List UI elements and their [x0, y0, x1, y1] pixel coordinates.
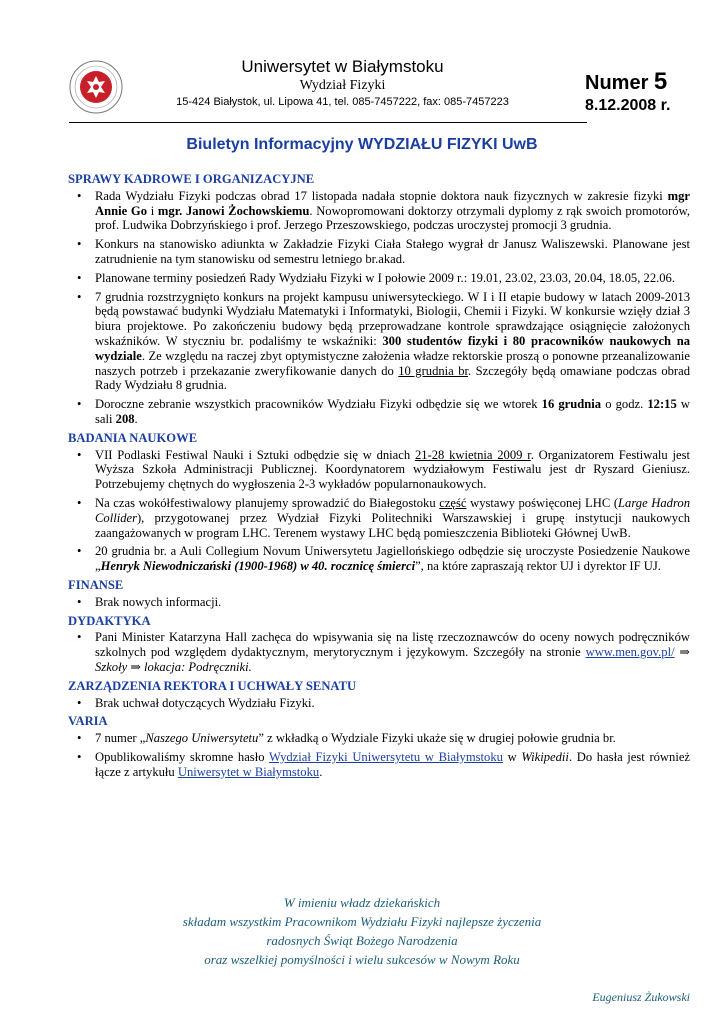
issue-number-value: 5 — [653, 68, 668, 95]
closing-line: W imieniu władz dziekańskich — [283, 895, 441, 910]
issue-number-label: Numer — [585, 72, 649, 94]
closing-greeting — [0, 893, 724, 969]
section-heading-finanse: FINANSE — [68, 577, 124, 592]
section-heading-dydaktyka: DYDAKTYKA — [68, 613, 151, 628]
list-item: • 20 grudnia br. a Auli Collegium Novum Uniwersytetu Jagiellońskiego odbędzie się uroczyste Posiedzenie Naukowe „Henryk Niewodniczański (1900-1968) w 40. rocznicę śmierci”, na które zapraszają rektor UJ i dyrektor IF UJ. — [68, 544, 690, 574]
section-list-finanse — [68, 595, 690, 610]
section-heading-zarzadzenia: ZARZĄDZENIA REKTORA I UCHWAŁY SENATU — [68, 678, 357, 693]
header-divider — [69, 122, 587, 123]
signature: Eugeniusz Żukowski — [592, 990, 690, 1004]
section-heading-varia: VARIA — [68, 714, 108, 729]
list-item: • Rada Wydziału Fizyki podczas obrad 17 listopada nadała stopnie doktora nauk fizycznych w zakresie fizyki mgr Annie Go i mgr. Janowi Żochowskiemu. Nowopromowani doktorzy otrzymali dyplomy z rąk swoich promotorów, prof. Ludwika Dobrzyńskiego i prof. Jerzego Przeszowskiego, podczas uroczystej promocji 3 grudnia. — [68, 189, 690, 233]
issue-date: 8.12.2008 r. — [585, 97, 671, 114]
list-item: • Doroczne zebranie wszystkich pracowników Wydziału Fizyki odbędzie się we wtorek 16 grudnia o godz. 12:15 w sali 208. — [68, 397, 690, 427]
section-heading-kadrowe: SPRAWY KADROWE I ORGANIZACYJNE — [68, 172, 315, 186]
list-item: • 7 grudnia rozstrzygnięto konkurs na projekt kampusu uniwersyteckiego. W I i II etapie budowy w latach 2009-2013 będą powstawać budynki Wydziału Matematyki i Informatyki, Biologii, Chemii i Fizyki. W konkursie wzięły dział 3 biura projektowe. Po zakończeniu budowy będą przeprowadzane kontrole sprawdzające osiągnięcie założonych wskaźników. W styczniu br. podaliśmy te wskaźniki: 300 studentów fizyki i 80 pracowników naukowych na wydziale. Ze względu na raczej zbyt optymistyczne założenia władze rektorskie proszą o ponowne przeanalizowanie naszych potrzeb i przekazanie zweryfikowanie danych do 10 grudnia br. Szczegóły będą omawiane podczas obrad Rady Wydziału 8 grudnia. — [68, 290, 690, 394]
list-item: • 7 numer „Naszego Uniwersytetu” z wkładką o Wydziale Fizyki ukaże się w drugiej połowie grudnia br. — [68, 731, 690, 746]
department-name: Wydział Fizyki — [299, 78, 386, 93]
university-seal-icon — [69, 60, 123, 114]
issue-number — [585, 68, 667, 96]
section-list-badania — [68, 448, 690, 574]
bulletin-content — [68, 172, 690, 783]
closing-line: składam wszystkim Pracownikom Wydziału Fizyki najlepsze życzenia — [182, 914, 542, 929]
closing-line: radosnych Świąt Bożego Narodzenia — [266, 933, 458, 948]
section-list-kadrowe — [68, 189, 690, 427]
list-item: • VII Podlaski Festiwal Nauki i Sztuki odbędzie się w dniach 21-28 kwietnia 2009 r. Organizatorem Festiwalu jest Wyższa Szkoła Administracji Publicznej. Koordynatorem wydziałowym Festiwalu jest dr Ryszard Gieniusz. Potrzebujemy chętnych do wygłoszenia 2-3 wykładów popularnonaukowych. — [68, 448, 690, 492]
section-list-varia — [68, 731, 690, 779]
list-item: • Brak uchwał dotyczących Wydziału Fizyki. — [68, 696, 690, 711]
list-item: • Na czas wokółfestiwalowy planujemy sprowadzić do Białegostoku część wystawy poświęconej LHC (Large Hadron Collider), przygotowanej przez Wydział Fizyki Politechniki Warszawskiej i grupę instytucji naukowych zaangażowanych w program LHC. Terenem wystawy LHC będą pomieszczenia Biblioteki Głównej UwB. — [68, 496, 690, 540]
wikipedia-article-link[interactable]: Wydział Fizyki Uniwersytetu w Białymstoku — [268, 749, 503, 764]
university-article-link[interactable]: Uniwersytet w Białymstoku — [177, 764, 320, 779]
list-item: • Planowane terminy posiedzeń Rady Wydziału Fizyki w I połowie 2009 r.: 19.01, 23.02, 23.03, 20.04, 18.05, 22.06. — [68, 271, 690, 286]
closing-line: oraz wszelkiej pomyślności i wielu sukcesów w Nowym Roku — [204, 952, 520, 967]
section-list-dydaktyka — [68, 630, 690, 674]
bulletin-title: Biuletyn Informacyjny WYDZIAŁU FIZYKI UwB — [186, 136, 538, 153]
list-item: • Opublikowaliśmy skromne hasło Wydział Fizyki Uniwersytetu w Białymstoku w Wikipedii. Do hasła jest również łącze z artykułu Uniwersytet w Białymstoku. — [68, 750, 690, 780]
men-link[interactable]: www.men.gov.pl/ — [585, 645, 675, 660]
list-item: • Konkurs na stanowisko adiunkta w Zakładzie Fizyki Ciała Stałego wygrał dr Janusz Waliszewski. Planowane jest zatrudnienie na tym stanowisku od semestru letniego br.akad. — [68, 237, 690, 267]
university-name: Uniwersytet w Białymstoku — [241, 57, 444, 76]
section-heading-badania: BADANIA NAUKOWE — [68, 430, 198, 445]
list-item: • Brak nowych informacji. — [68, 595, 690, 610]
section-list-zarzadzenia — [68, 696, 690, 711]
list-item: • Pani Minister Katarzyna Hall zachęca do wpisywania się na listę rzeczoznawców do oceny nowych podręczników szkolnych pod względem dydaktycznym, merytorycznym i językowym. Szczegóły na stronie www.men.gov.pl/ ⇒ Szkoły ⇒ lokacja: Podręczniki. — [68, 630, 690, 674]
address-line: 15-424 Białystok, ul. Lipowa 41, tel. 085-7457222, fax: 085-7457223 — [176, 96, 509, 108]
